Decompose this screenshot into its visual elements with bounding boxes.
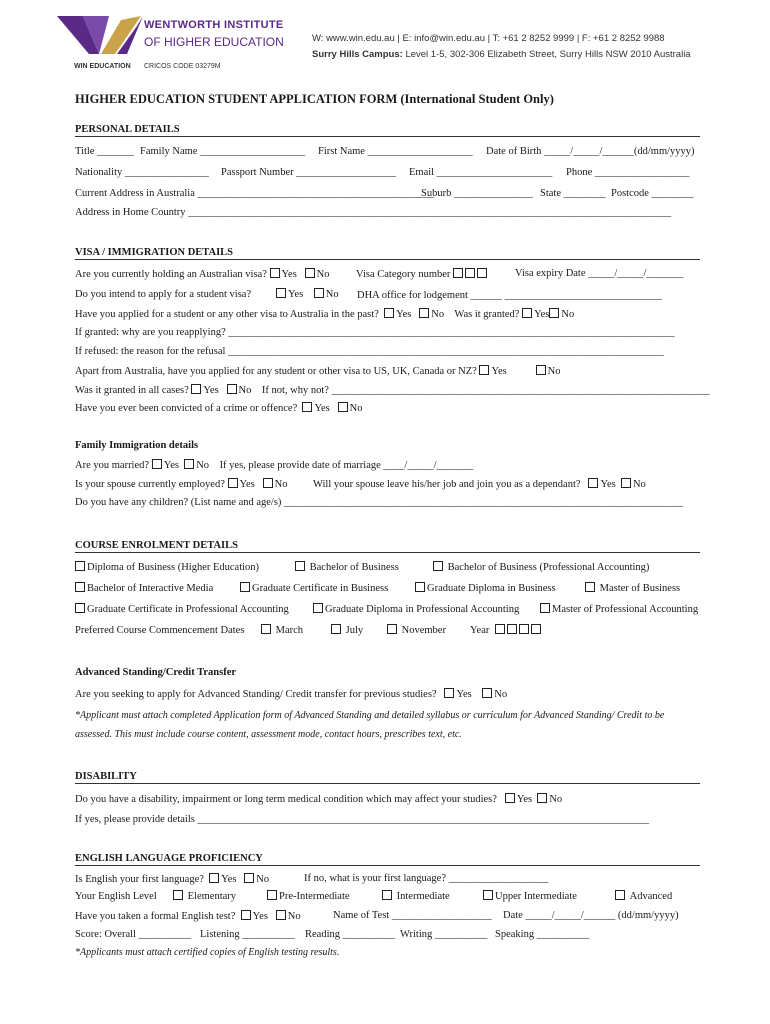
no-label: No xyxy=(287,911,301,922)
course-checkbox[interactable] xyxy=(433,561,443,571)
no-label: No xyxy=(256,874,270,885)
family-q3-label: Will your spouse leave his/her job and join you as a dependant? xyxy=(313,479,581,490)
month-option[interactable] xyxy=(261,624,303,636)
level-label: Intermediate xyxy=(396,891,450,902)
level-checkbox[interactable] xyxy=(382,890,392,900)
family-q3 xyxy=(313,478,646,490)
marriage-date-field[interactable]: If yes, please provide date of marriage ____/_____/_______ xyxy=(219,460,474,471)
level-option[interactable] xyxy=(267,890,350,902)
course-checkbox[interactable] xyxy=(75,561,85,571)
passport-field[interactable]: Passport Number ___________________ xyxy=(221,167,396,178)
year-label: Year xyxy=(470,625,490,636)
cricos-code: CRICOS CODE 03279M xyxy=(144,63,221,70)
no-label: No xyxy=(431,309,445,320)
visa-q2 xyxy=(75,289,251,300)
visa-q2-label: Do you intend to apply for a student visa? xyxy=(75,289,252,300)
family-q2-label: Is your spouse currently employed? xyxy=(75,479,225,490)
english-test-yes-checkbox[interactable] xyxy=(241,910,251,920)
yes-label: Yes xyxy=(288,289,304,300)
english-q2 xyxy=(75,910,301,922)
course-option-label: Bachelor of Business (Professional Accounting) xyxy=(447,562,650,573)
family-heading: Family Immigration details xyxy=(75,440,199,451)
visa-q2-options xyxy=(276,288,339,300)
yes-label: Yes xyxy=(163,460,179,471)
visa-q1-yes-checkbox[interactable] xyxy=(270,268,280,278)
state-field[interactable]: State ________ xyxy=(540,188,606,199)
nationality-field[interactable]: Nationality ________________ xyxy=(75,167,209,178)
children-field[interactable]: Do you have any children? (List name and age/s) ____________________________________________________________________________ xyxy=(75,497,684,508)
month-checkbox[interactable] xyxy=(387,624,397,634)
course-checkbox[interactable] xyxy=(313,603,323,613)
course-option[interactable] xyxy=(75,603,289,615)
advanced-q1 xyxy=(75,688,507,700)
visa-q6-label: Apart from Australia, have you applied for any student or other visa to US, UK, Canada or NZ? xyxy=(75,366,477,377)
spouse-join-no-checkbox[interactable] xyxy=(621,478,631,488)
institute-logo xyxy=(57,14,147,62)
logo-caption: WIN EDUCATION xyxy=(74,63,131,70)
visa-q7-no-checkbox[interactable] xyxy=(227,384,237,394)
year-box-2[interactable] xyxy=(507,624,517,634)
course-option-label: Master of Business xyxy=(599,583,681,594)
org-name-line2: OF HIGHER EDUCATION xyxy=(144,35,284,49)
month-option[interactable] xyxy=(331,624,363,636)
disability-q1-label: Do you have a disability, impairment or long term medical condition which may affect your studies? xyxy=(75,794,497,805)
email-field[interactable]: Email ______________________ xyxy=(409,167,553,178)
month-label: March xyxy=(275,625,304,636)
home-address-field[interactable]: Address in Home Country ____________________________________________________________________________________________ xyxy=(75,207,672,218)
visa-q7-label: Was it granted in all cases? xyxy=(75,385,189,396)
family-q1 xyxy=(75,459,473,471)
spouse-employed-no-checkbox[interactable] xyxy=(263,478,273,488)
postcode-field[interactable]: Postcode ________ xyxy=(611,188,694,199)
test-name-field[interactable]: Name of Test ___________________ xyxy=(333,910,492,921)
level-option[interactable] xyxy=(483,890,577,902)
visa-q2-yes-checkbox[interactable] xyxy=(276,288,286,298)
visa-q3 xyxy=(75,308,574,320)
course-option-label: Bachelor of Business xyxy=(309,562,399,573)
course-option-label: Master of Professional Accounting xyxy=(552,604,699,615)
course-option-label: Diploma of Business (Higher Education) xyxy=(87,562,260,573)
course-rule xyxy=(75,552,700,553)
level-label: Elementary xyxy=(187,891,237,902)
visa-q3-label: Have you applied for a student or any other visa to Australia in the past? xyxy=(75,309,379,320)
english-heading: ENGLISH LANGUAGE PROFICIENCY xyxy=(75,853,263,864)
disability-q1 xyxy=(75,793,562,805)
visa-category xyxy=(356,268,489,280)
yes-label: Yes xyxy=(491,366,507,377)
no-label: No xyxy=(316,269,330,280)
visa-category-box-1[interactable] xyxy=(453,268,463,278)
disability-yes-checkbox[interactable] xyxy=(505,793,515,803)
month-label: July xyxy=(345,625,364,636)
advanced-no-checkbox[interactable] xyxy=(482,688,492,698)
disability-heading: DISABILITY xyxy=(75,771,137,782)
course-option[interactable] xyxy=(540,603,698,615)
married-no-checkbox[interactable] xyxy=(184,459,194,469)
visa-q3-yes-checkbox[interactable] xyxy=(384,308,394,318)
yes-label: Yes xyxy=(396,309,412,320)
level-label: Pre-Intermediate xyxy=(279,891,350,902)
course-option-label: Bachelor of Interactive Media xyxy=(87,583,214,594)
reading-field[interactable]: Reading __________ xyxy=(305,929,396,940)
english-level-label: Your English Level xyxy=(75,891,157,902)
course-checkbox[interactable] xyxy=(75,603,85,613)
level-label: Advanced xyxy=(629,891,673,902)
granted-no-checkbox[interactable] xyxy=(549,308,559,318)
course-option[interactable] xyxy=(295,561,399,573)
visa-q2-no-checkbox[interactable] xyxy=(314,288,324,298)
dob-field[interactable]: Date of Birth _____/_____/______(dd/mm/yyyy) xyxy=(486,146,695,157)
personal-rule xyxy=(75,136,700,137)
org-name-line1: WENTWORTH INSTITUTE xyxy=(144,19,284,31)
visa-heading: VISA / IMMIGRATION DETAILS xyxy=(75,247,234,258)
course-checkbox[interactable] xyxy=(585,582,595,592)
title-field[interactable]: Title _______ xyxy=(75,146,134,157)
course-checkbox[interactable] xyxy=(540,603,550,613)
no-label: No xyxy=(325,289,339,300)
speaking-field[interactable]: Speaking __________ xyxy=(495,929,590,940)
listening-field[interactable]: Listening __________ xyxy=(200,929,295,940)
english-q1 xyxy=(75,873,269,885)
english-rule xyxy=(75,865,700,866)
contact-line: W: www.win.edu.au | E: info@win.edu.au | T: +61 2 8252 9999 | F: +61 2 8252 9988 xyxy=(312,33,665,44)
yes-label: Yes xyxy=(252,911,268,922)
month-checkbox[interactable] xyxy=(261,624,271,634)
suburb-field[interactable]: Suburb _______________ xyxy=(421,188,533,199)
no-label: No xyxy=(547,366,561,377)
visa-category-box-2[interactable] xyxy=(465,268,475,278)
year-field xyxy=(470,624,543,636)
no-label: No xyxy=(349,403,363,414)
month-label: November xyxy=(401,625,446,636)
english-first-no-checkbox[interactable] xyxy=(244,873,254,883)
visa-q7 xyxy=(75,384,710,396)
no-label: No xyxy=(561,309,575,320)
advanced-heading: Advanced Standing/Credit Transfer xyxy=(75,667,237,678)
course-option[interactable] xyxy=(585,582,680,594)
dha-office-field[interactable]: DHA office for lodgement ______ ______________________________ xyxy=(357,290,663,301)
yes-label: Yes xyxy=(314,403,330,414)
month-checkbox[interactable] xyxy=(331,624,341,634)
spouse-join-yes-checkbox[interactable] xyxy=(588,478,598,488)
campus-address: Level 1-5, 302-306 Elizabeth Street, Surry Hills NSW 2010 Australia xyxy=(405,49,691,60)
visa-q8 xyxy=(75,402,362,414)
yes-label: Yes xyxy=(516,794,533,805)
course-option[interactable] xyxy=(433,561,649,573)
yes-label: Yes xyxy=(456,689,472,700)
visa-category-label: Visa Category number xyxy=(356,269,451,280)
visa-category-box-3[interactable] xyxy=(477,268,487,278)
family-q2 xyxy=(75,478,288,490)
course-heading: COURSE ENROLMENT DETAILS xyxy=(75,540,238,551)
advanced-yes-checkbox[interactable] xyxy=(444,688,454,698)
level-checkbox[interactable] xyxy=(173,890,183,900)
granted-yes-checkbox[interactable] xyxy=(522,308,532,318)
disability-details-field[interactable]: If yes, please provide details ______________________________________________________________________________________ xyxy=(75,814,649,825)
english-test-no-checkbox[interactable] xyxy=(276,910,286,920)
course-checkbox[interactable] xyxy=(295,561,305,571)
visa-q1 xyxy=(75,268,330,280)
campus-label: Surry Hills Campus: xyxy=(312,49,403,60)
reapplying-field[interactable]: If granted: why are you reapplying? _____________________________________________________________________________________ xyxy=(75,327,675,338)
visa-q8-label: Have you ever been convicted of a crime or offence? xyxy=(75,403,298,414)
if-not-field[interactable]: If not, why not? ________________________________________________________________________ xyxy=(261,385,710,396)
course-checkbox[interactable] xyxy=(240,582,250,592)
course-checkbox[interactable] xyxy=(75,582,85,592)
spouse-employed-yes-checkbox[interactable] xyxy=(228,478,238,488)
form-title: HIGHER EDUCATION STUDENT APPLICATION FORM (International Student Only) xyxy=(75,92,554,106)
disability-no-checkbox[interactable] xyxy=(537,793,547,803)
family-q1-label: Are you married? xyxy=(75,460,150,471)
level-option[interactable] xyxy=(382,890,450,902)
english-q2-label: Have you taken a formal English test? xyxy=(75,911,236,922)
level-option[interactable] xyxy=(173,890,236,902)
current-address-field[interactable]: Current Address in Australia _____________________________________________ xyxy=(75,188,434,199)
year-box-4[interactable] xyxy=(531,624,541,634)
course-option[interactable] xyxy=(75,561,259,573)
advanced-note-line1: *Applicant must attach completed Application form of Advanced Standing and detailed syllabus or curriculum for Advanced Standing/ Credit to be xyxy=(75,710,665,721)
married-yes-checkbox[interactable] xyxy=(152,459,162,469)
advanced-note-line2: assessed. This must include course content, assessment mode, contact hours, prescribes text, etc. xyxy=(75,729,462,740)
yes-label: Yes xyxy=(281,269,297,280)
visa-q6 xyxy=(75,365,560,377)
visa-q8-yes-checkbox[interactable] xyxy=(302,402,312,412)
family-name-field[interactable]: Family Name ____________________ xyxy=(140,146,306,157)
level-checkbox[interactable] xyxy=(483,890,493,900)
writing-field[interactable]: Writing __________ xyxy=(400,929,488,940)
test-date-field[interactable]: Date _____/_____/______ (dd/mm/yyyy) xyxy=(503,910,679,921)
phone-field[interactable]: Phone __________________ xyxy=(566,167,690,178)
course-option-label: Graduate Diploma in Business xyxy=(427,583,556,594)
course-option[interactable] xyxy=(240,582,388,594)
no-label: No xyxy=(238,385,252,396)
year-box-1[interactable] xyxy=(495,624,505,634)
refusal-field[interactable]: If refused: the reason for the refusal ___________________________________________________________________________________ xyxy=(75,346,664,357)
visa-rule xyxy=(75,259,700,260)
yes-label: Yes xyxy=(203,385,219,396)
course-option-label: Graduate Certificate in Business xyxy=(252,583,389,594)
visa-q1-label: Are you currently holding an Australian visa? xyxy=(75,269,267,280)
no-label: No xyxy=(494,689,508,700)
course-checkbox[interactable] xyxy=(415,582,425,592)
campus-line xyxy=(312,49,691,60)
level-checkbox[interactable] xyxy=(615,890,625,900)
course-option[interactable] xyxy=(313,603,519,615)
yes-label: Yes xyxy=(221,874,237,885)
level-label: Upper Intermediate xyxy=(495,891,577,902)
level-checkbox[interactable] xyxy=(267,890,277,900)
course-option[interactable] xyxy=(415,582,556,594)
visa-q6-no-checkbox[interactable] xyxy=(536,365,546,375)
advanced-q1-label: Are you seeking to apply for Advanced Standing/ Credit transfer for previous studies? xyxy=(75,689,437,700)
yes-label: Yes xyxy=(239,479,255,490)
yes-label: Yes xyxy=(600,479,616,490)
course-option-label: Graduate Certificate in Professional Accounting xyxy=(87,604,289,615)
year-box-3[interactable] xyxy=(519,624,529,634)
visa-q6-yes-checkbox[interactable] xyxy=(479,365,489,375)
first-name-field[interactable]: First Name ____________________ xyxy=(318,146,473,157)
visa-q8-no-checkbox[interactable] xyxy=(338,402,348,412)
english-q1-label: Is English your first language? xyxy=(75,874,204,885)
month-option[interactable] xyxy=(387,624,446,636)
visa-q7-yes-checkbox[interactable] xyxy=(191,384,201,394)
visa-q1-no-checkbox[interactable] xyxy=(305,268,315,278)
commencement-label: Preferred Course Commencement Dates xyxy=(75,625,245,636)
yes-label: Yes xyxy=(534,309,550,320)
personal-heading: PERSONAL DETAILS xyxy=(75,124,180,135)
visa-q3-no-checkbox[interactable] xyxy=(419,308,429,318)
course-option[interactable] xyxy=(75,582,213,594)
score-overall-field[interactable]: Score: Overall __________ xyxy=(75,929,192,940)
visa-expiry-field[interactable]: Visa expiry Date _____/_____/_______ xyxy=(515,268,684,279)
no-label: No xyxy=(196,460,210,471)
first-language-field[interactable]: If no, what is your first language? ___________________ xyxy=(304,873,549,884)
no-label: No xyxy=(549,794,563,805)
no-label: No xyxy=(274,479,288,490)
disability-rule xyxy=(75,783,700,784)
no-label: No xyxy=(632,479,646,490)
was-granted-label: Was it granted? xyxy=(454,309,520,320)
english-first-yes-checkbox[interactable] xyxy=(209,873,219,883)
english-note: *Applicants must attach certified copies of English testing results. xyxy=(75,947,340,958)
level-option[interactable] xyxy=(615,890,672,902)
course-option-label: Graduate Diploma in Professional Accounting xyxy=(325,604,520,615)
